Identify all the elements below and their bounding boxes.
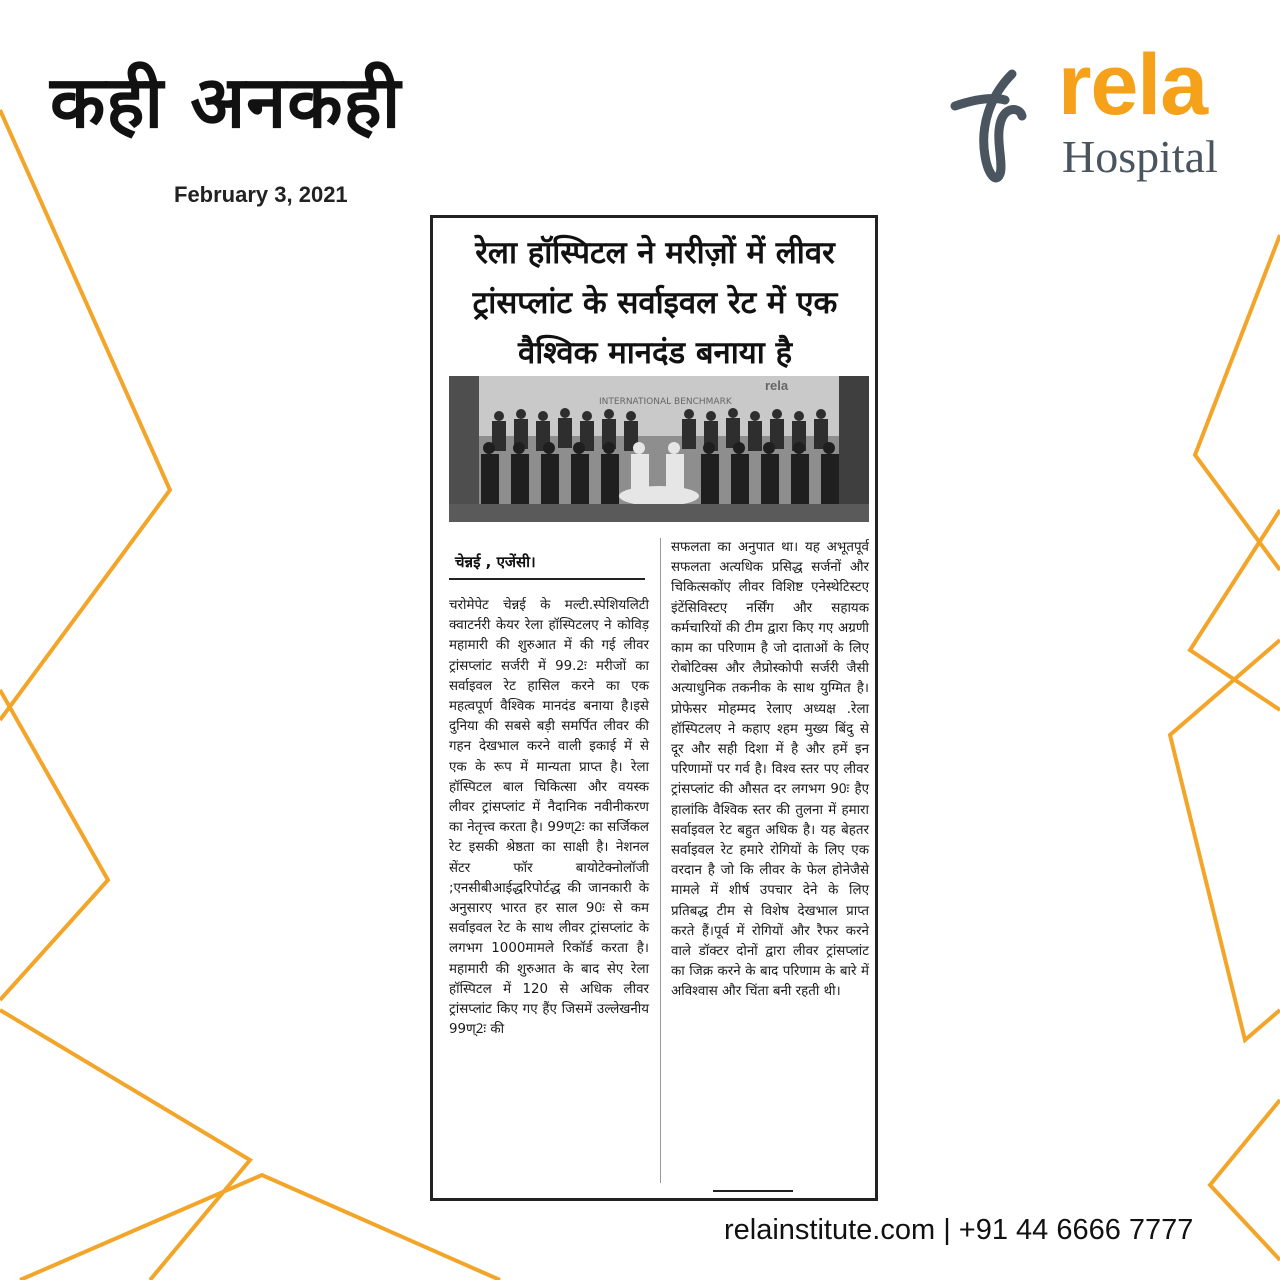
newspaper-clipping [430,215,878,1201]
logo-word: rela [1058,37,1208,133]
publication-date: February 3, 2021 [174,182,348,207]
photo-logo-text: rela [765,378,789,393]
photo-banner-text: INTERNATIONAL BENCHMARK [599,397,732,407]
logo-subtitle: Hospital [1062,131,1218,182]
rela-logo-mark-icon [950,56,1060,186]
rela-hospital-logo [950,37,1250,190]
group-photo-image [449,376,869,522]
column-divider [660,538,661,1183]
dateline-rule [449,578,645,580]
article-end-rule [713,1190,793,1192]
footer-contact: relainstitute.com | +91 44 6666 7777 [724,1214,1194,1246]
group-photo [449,376,869,522]
article-headline: रेला हॉस्पिटल ने मरीज़ों में लीवर ट्रांसप्लांट के सर्वाइवल रेट में एक वैश्विक मानदंड बनाया है [472,235,838,371]
article-column-left: चरोमेपेट चेन्नई के मल्टी.स्पेशियलिटी क्वाटर्नरी केयर रेला हॉस्पिटलए ने कोविड़ महामारी की शुरुआत में की गई लीवर ट्रांसप्लांट सर्जरी में 99.2ः मरीजों का सर्वाइवल रेट हासिल करने का एक महत्वपूर्ण वैश्विक मानदंड बनाया है।इसे दुनिया की सबसे बड़ी समर्पित लीवर की गहन देखभाल करने वाली इकाई में से एक के रूप में मान्यता प्राप्त है। रेला हॉस्पिटल बाल चिकित्सा और वयस्क लीवर ट्रांसप्लांट में नैदानिक नवीनीकरण का नेतृत्त्व करता है। 99ण्2ः का सर्जिकल रेट इसकी श्रेष्ठता का साक्षी है। नेशनल सेंटर फॉर बायोटेक्नोलॉजी ;एनसीबीआईद्धरिपोर्टद्ध की जानकारी के अनुसारए भारत हर साल 90ः से कम सर्वाइवल रेट के साथ लीवर ट्रांसप्लांट के लगभग 1000मामले रिकॉर्ड करता है। महामारी की शुरुआत के बाद सेए रेला हॉस्पिटल में 120 से अधिक लीवर ट्रांसप्लांट किए गए हैंए जिसमें उल्लेखनीय 99ण्2ः की [449,598,649,1038]
article-column-right: सफलता का अनुपात था। यह अभूतपूर्व सफलता अत्यधिक प्रसिद्ध सर्जनों और चिकित्सकोंए लीवर विशिष्ट एनेस्थेटिस्टए इंटेंसिविस्टए नर्सिंग और सहायक कर्मचारियों की टीम द्वारा किए गए अग्रणी काम का परिणाम है जो दाताओं के लिए रोबोटिक्स और लैप्रोस्कोपी सर्जरी जैसी अत्याधुनिक तकनीक के साथ युग्मित है।प्रोफेसर मोहम्मद रेलाए अध्यक्ष .रेला हॉस्पिटलए ने कहाए श्हम मुख्य बिंदु से दूर और सही दिशा में है और हमें इन परिणामों पर गर्व है। विश्व स्तर पए लीवर ट्रांसप्लांट की औसत दर लगभग 90ः हैए हालांकि वैश्विक स्तर की तुलना में हमारा सर्वाइवल रेट बहुत अधिक है। यह बेहतर सर्वाइवल रेट हमारे रोगियों के लिए एक वरदान है जो कि लीवर के फेल होनेजैसे मामले में शीर्ष उपचार देने के लिए प्रतिबद्ध टीम से विशेष देखभाल प्राप्त करते हैं।पूर्व में रोगियों और रैफर करने वाले डॉक्टर दोनों द्वारा लीवर ट्रांसप्लांट का जिक्र करने के बाद परिणाम के बारे में अविश्वास और चिंता बनी रहती थी। [671,540,869,1000]
article-dateline: चेन्नई , एजेंसी। [455,553,536,571]
masthead-title: कही अनकही [50,60,402,144]
